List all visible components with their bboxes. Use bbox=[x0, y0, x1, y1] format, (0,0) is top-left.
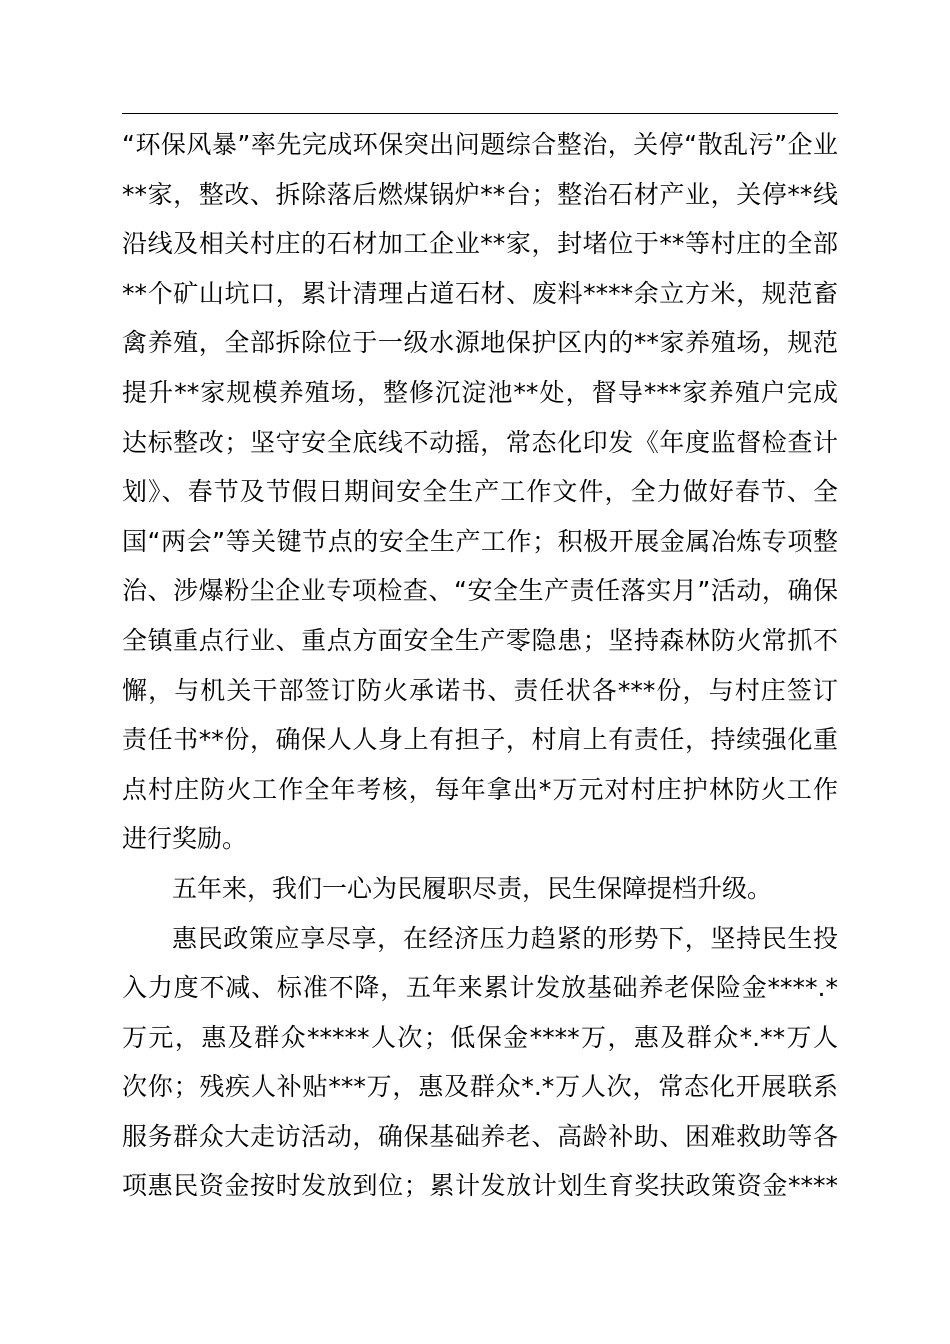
text-line: **个矿山坑口，累计清理占道石材、废料****余立方米，规范畜 bbox=[122, 278, 838, 308]
text-line: 入力度不减、标准不降，五年来累计发放基础养老保险金****.* bbox=[122, 973, 838, 1003]
text-line: 划》、春节及节假日期间安全生产工作文件，全力做好春节、全 bbox=[122, 477, 838, 507]
text-line: 点村庄防火工作全年考核，每年拿出*万元对村庄护林防火工作 bbox=[122, 774, 838, 804]
text-line: 懈，与机关干部签订防火承诺书、责任状各***份，与村庄签订 bbox=[122, 675, 838, 705]
text-line: 惠民政策应享尽享，在经济压力趋紧的形势下，坚持民生投 bbox=[172, 923, 838, 953]
text-line: **家，整改、拆除落后燃煤锅炉**台；整治石材产业，关停**线 bbox=[122, 179, 838, 209]
text-line: 进行奖励。 bbox=[122, 824, 248, 854]
text-line: 沿线及相关村庄的石材加工企业**家，封堵位于**等村庄的全部 bbox=[122, 229, 838, 259]
header-rule bbox=[122, 113, 838, 114]
text-line: 万元，惠及群众*****人次；低保金****万，惠及群众*.**万人 bbox=[122, 1022, 838, 1052]
text-line: 次你；残疾人补贴***万，惠及群众*.*万人次，常态化开展联系 bbox=[122, 1072, 838, 1102]
text-line: 责任书**份，确保人人身上有担子，村肩上有责任，持续强化重 bbox=[122, 725, 838, 755]
paragraph-environmental-safety bbox=[122, 120, 838, 864]
text-line: 服务群众大走访活动，确保基础养老、高龄补助、困难救助等各 bbox=[122, 1121, 838, 1151]
body-text bbox=[122, 120, 838, 1211]
paragraph-livelihood-heading bbox=[122, 864, 838, 914]
text-line: 五年来，我们一心为民履职尽责，民生保障提档升级。 bbox=[172, 873, 773, 903]
text-line: 项惠民资金按时发放到位；累计发放计划生育奖扶政策资金**** bbox=[122, 1171, 838, 1201]
text-line: 达标整改；坚守安全底线不动摇，常态化印发《年度监督检查计 bbox=[122, 427, 838, 457]
text-line: 禽养殖，全部拆除位于一级水源地保护区内的**家养殖场，规范 bbox=[122, 328, 838, 358]
text-line: 国“两会”等关键节点的安全生产工作；积极开展金属冶炼专项整 bbox=[122, 526, 838, 556]
text-line: 全镇重点行业、重点方面安全生产零隐患；坚持森林防火常抓不 bbox=[122, 625, 838, 655]
text-line: 治、涉爆粉尘企业专项检查、“安全生产责任落实月”活动，确保 bbox=[122, 576, 838, 606]
text-line: 提升**家规模养殖场，整修沉淀池**处，督导***家养殖户完成 bbox=[122, 377, 838, 407]
text-line: “环保风暴”率先完成环保突出问题综合整治，关停“散乱污”企业 bbox=[122, 130, 838, 159]
paragraph-welfare-policy bbox=[122, 914, 838, 1212]
